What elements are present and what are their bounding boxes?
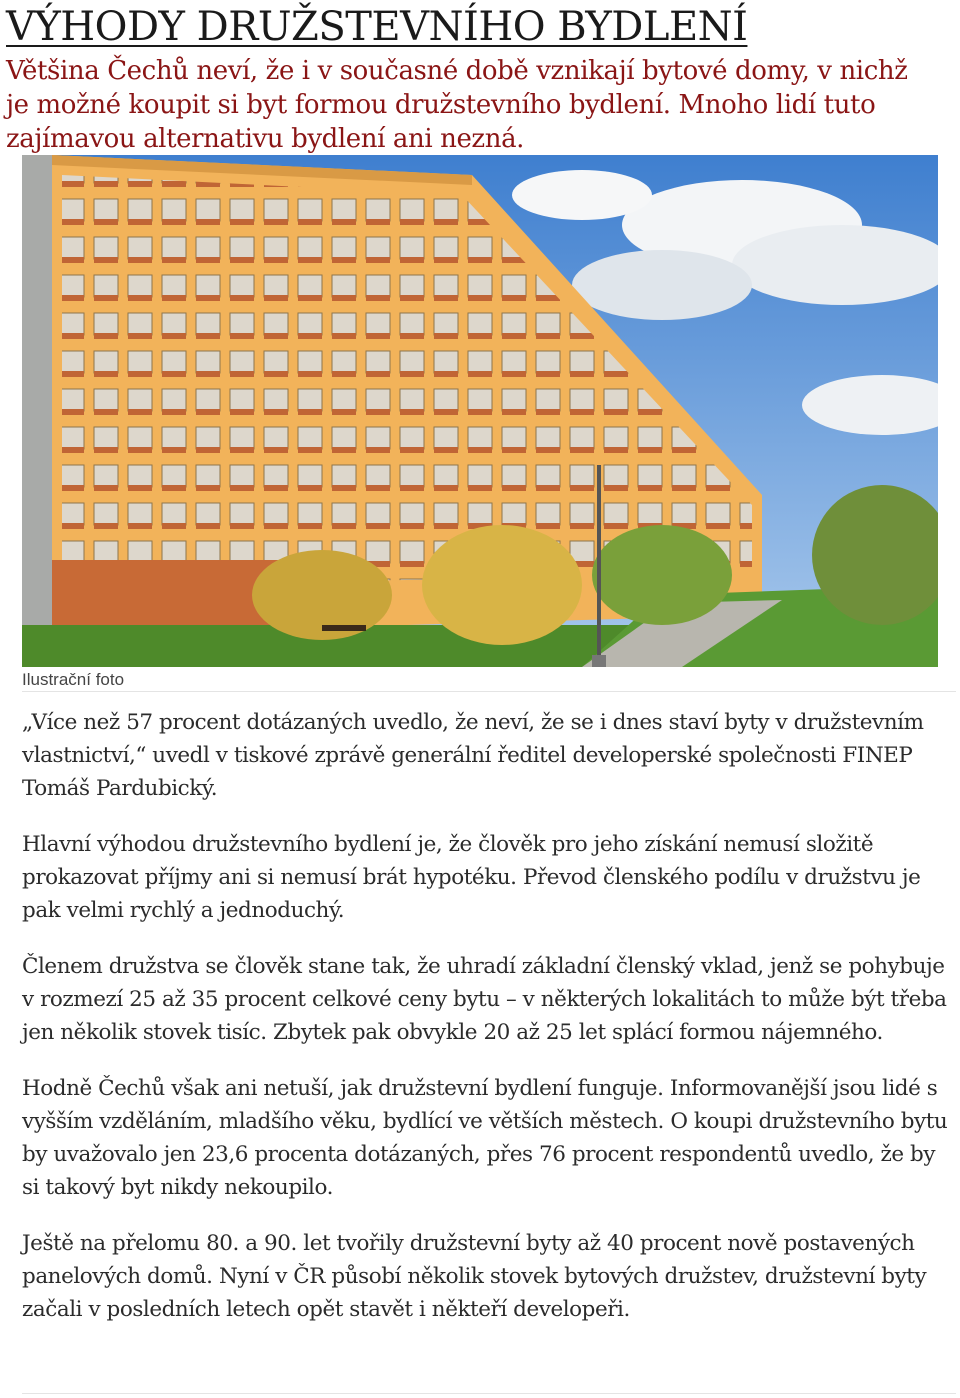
paragraph-1: „Více než 57 procent dotázaných uvedlo, že neví, že se i dnes staví byty v družstevním vlastnictví,“ uvedl v tiskové zprávě generální ředitel developerské společnosti FINEP Tomáš Pardubický. (22, 710, 924, 801)
footer-divider (22, 1393, 956, 1394)
article-title: VÝHODY DRUŽSTEVNÍHO BYDLENÍ (6, 4, 748, 50)
caption-divider (22, 691, 956, 692)
article-photo (22, 155, 938, 667)
paragraph-4: Hodně Čechů však ani netuší, jak družstevní bydlení funguje. Informovanější jsou lidé s vyšším vzděláním, mladšího věku, bydlící ve větších městech. O koupi družstevního bytu by uvažovalo jen 23,6 procenta dotázaných, přes 76 procent respondentů uvedlo, že by si takový byt nikdy nekoupilo. (22, 1076, 948, 1200)
article-body (22, 706, 952, 1349)
apartment-building-illustration (22, 155, 938, 667)
paragraph-3: Členem družstva se člověk stane tak, že uhradí základní členský vklad, jenž se pohybuje v rozmezí 25 až 35 procent celkové ceny bytu – v některých lokalitách to může být třeba jen několik stovek tisíc. Zbytek pak obvykle 20 až 25 let splácí formou nájemného. (22, 954, 947, 1045)
paragraph-5: Ještě na přelomu 80. a 90. let tvořily družstevní byty až 40 procent nově postavených panelových domů. Nyní v ČR působí několik stovek bytových družstev, družstevní byty začali v posledních letech opět stavět i někteří developeři. (22, 1231, 927, 1322)
photo-caption: Ilustrační foto (22, 670, 125, 689)
paragraph-2: Hlavní výhodou družstevního bydlení je, že člověk pro jeho získání nemusí složitě prokazovat příjmy ani si nemusí brát hypotéku. Převod členského podílu v družstvu je pak velmi rychlý a jednoduchý. (22, 832, 921, 923)
article-lead: Většina Čechů neví, že i v současné době vznikají bytové domy, v nichž je možné koupit si byt formou družstevního bydlení. Mnoho lidí tuto zajímavou alternativu bydlení ani nezná. (6, 56, 908, 154)
